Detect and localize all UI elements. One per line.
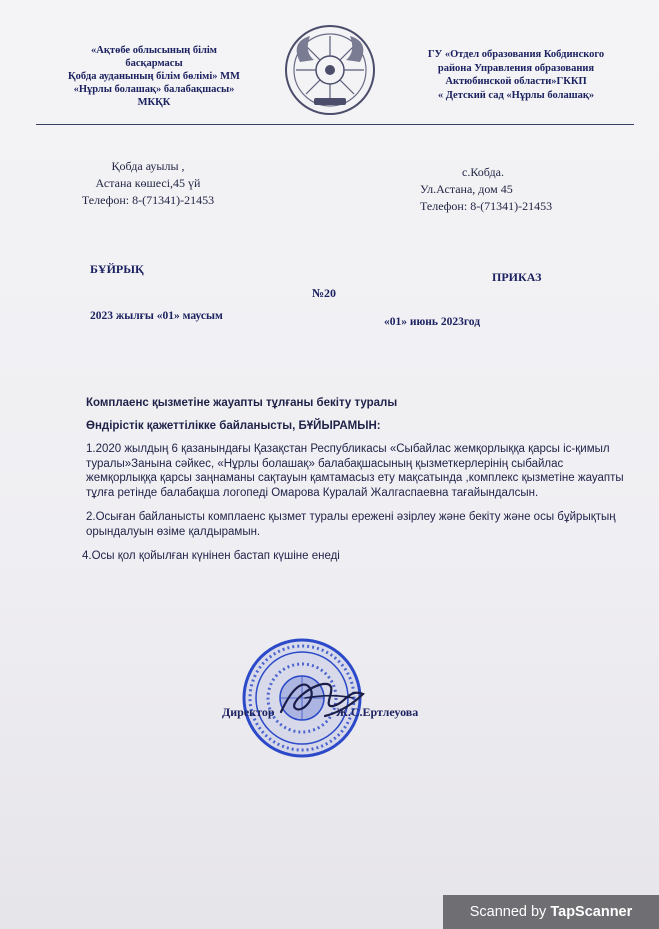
scanner-watermark-badge [443,895,659,929]
header-left-line: «Нұрлы болашақ» балабақшасы» [73,84,235,95]
order-number: №20 [312,286,337,300]
kazakhstan-state-emblem-icon [280,22,380,118]
order-date-ru: «01» июнь 2023год [384,316,481,328]
order-paragraph-2: 2.Осыған байланысты комплаенс қызмет туралы ережені әзірлеу және бекіту және осы бұйрықтың орындалуын өзіме қалдырамын. [86,511,616,538]
signer-role: Директор [222,705,275,719]
address-left-line: Астана көшесі,45 үй [95,176,201,190]
order-title-kz: БҰЙРЫҚ [90,262,144,276]
header-left-line: «Ақтөбе облысының білім [91,45,217,56]
address-right-line: Телефон: 8-(71341)-21453 [420,199,553,213]
header-left-line: МКҚК [137,97,171,108]
header-left-kz [40,44,268,109]
order-paragraph-3: 4.Осы қол қойылған күнінен бастап күшіне енеді [82,550,340,562]
address-left-line: Телефон: 8-(71341)-21453 [81,193,215,207]
header-right-line: Актюбинской области»ГККП [445,76,587,87]
header-right-line: ГУ «Отдел образования Кобдинского [427,49,605,60]
address-left-kz [58,158,238,209]
order-date-kz: 2023 жылғы «01» маусым [90,310,223,322]
header-right-line: района Управления образования [437,62,595,74]
header-left-line: басқармасы [125,58,183,69]
header-right-ru [400,48,632,102]
order-body [82,396,626,574]
signer-name: Ж.С.Ертлеуова [336,705,419,719]
order-paragraph-1: 1.2020 жылдың 6 қазанындағы Қазақстан Республикасы «Сыбайлас жемқорлыққа қарсы іс-қимыл туралы»Занына сәйкес, «Нұрлы болашақ» балабақшасының қызметкерлерінің сыбайлас жемқорлыққа қарсы заңнаманы сақтауын қамтамасыз ету мақсатында ,комплекс қызметіне жауапты тұлға ретінде балабақша логопеді Омарова Куралай Жалгаспаевна тағайындалсын. [86,443,624,499]
order-subject: Комплаенс қызметіне жауапты тұлғаны бекіту туралы [86,397,398,409]
address-right-ru [420,164,620,215]
address-right-line: с.Кобда. [462,165,504,179]
address-right-line: Ул.Астана, дом 45 [420,182,513,196]
header-divider [36,124,634,125]
header-left-line: Қобда ауданының білім бөлімі» ММ [68,71,240,82]
order-basis: Өндірістік қажеттілікке байланысты, БҰЙЫРАМЫН: [86,419,381,432]
watermark-prefix: Scanned by [469,904,551,920]
address-left-line: Қобда ауылы , [111,159,185,173]
header-right-line: « Детский сад «Нұрлы болашақ» [437,89,595,101]
watermark-brand: TapScanner [550,904,633,920]
order-title-ru: ПРИКАЗ [492,270,542,284]
